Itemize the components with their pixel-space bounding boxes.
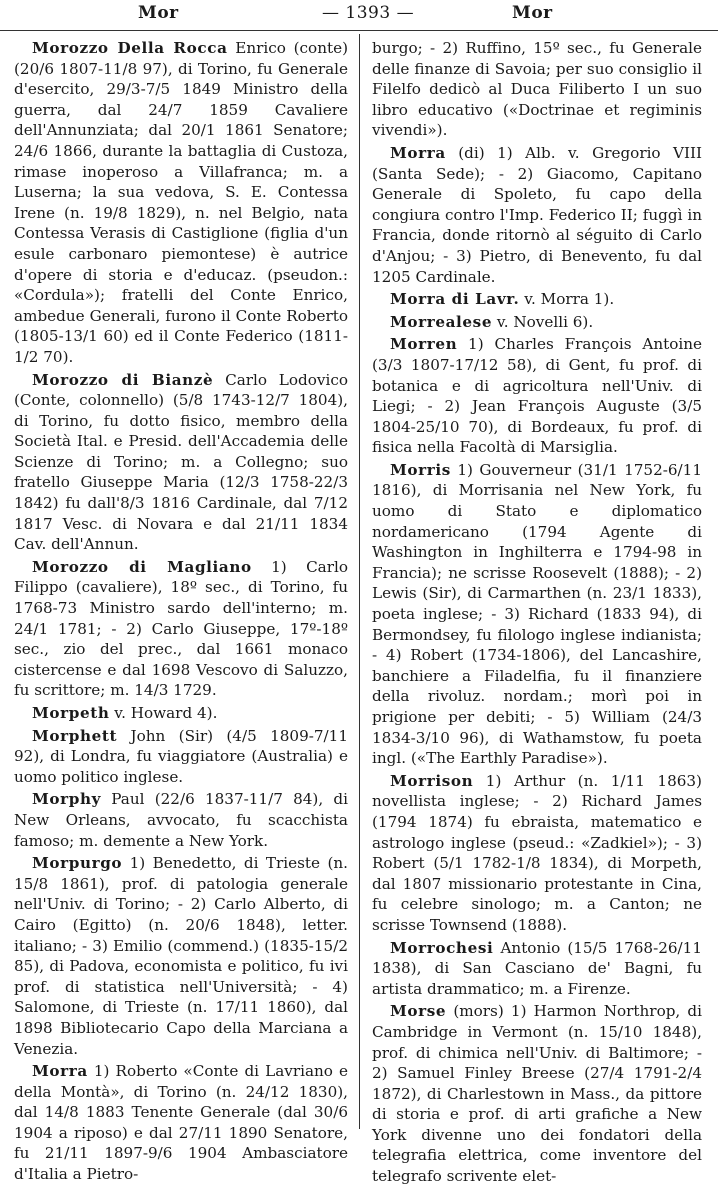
- dictionary-entry: [372, 143, 702, 287]
- entry-text: 1) Arthur (n. 1/11 1863) novellista inglese; - 2) Richard James (1794 1874) fu ebraista, matematico e astrologo inglese (pseud.: «Zadkiel»); - 3) Robert (5/1 1782-1/8 1834), di Morpeth, dal 1807 missionario protestante in Cina, fu celebre sinologo; m. a Canton; ne scrisse Townsend (1888).: [372, 771, 702, 934]
- left-column: [14, 38, 348, 1184]
- entry-text: 1) Charles François Antoine (3/3 1807-17/12 58), di Gent, fu prof. di botanica e di agricoltura nell'Univ. di Liegi; - 2) Jean François Auguste (3/5 1804-25/10 70), di Bordeaux, fu prof. di fisica nella Facoltà di Marsiglia.: [372, 335, 702, 457]
- dictionary-entry: [14, 853, 348, 1059]
- dictionary-entry: [372, 460, 702, 769]
- entry-headword: Morren: [390, 335, 458, 354]
- entry-headword: Morozzo di Magliano: [32, 557, 252, 576]
- entry-text: Paul (22/6 1837-11/7 84), di New Orleans, avvocato, fu scacchista famoso; m. demente a New York.: [14, 790, 348, 850]
- entry-headword: Morrealese: [390, 312, 493, 331]
- entry-text: v. Morra 1).: [519, 290, 615, 309]
- page-number: — 1393 —: [322, 3, 415, 23]
- entry-headword: Morpurgo: [32, 854, 123, 873]
- entry-headword: Morrison: [390, 771, 474, 790]
- dictionary-entry: [14, 38, 348, 368]
- entry-headword: Morpeth: [32, 704, 110, 722]
- dictionary-entry: [14, 1061, 348, 1185]
- entry-headword: Morozzo Della Rocca: [32, 39, 228, 57]
- entry-text: 1) Benedetto, di Trieste (n. 15/8 1861), prof. di patologia generale nell'Univ. di Torino; - 2) Carlo Alberto, di Cairo (Egitto) (n. 20/6 1848), letter. italiano; - 3) Emilio (commend.) (1835-15/2 85), di Padova, economista e politico, fu ivi prof. di statistica nell'Università; - 4) Salomone, di Trieste (n. 17/11 1860), dal 1898 Bibliotecario Capo della Marciana a Venezia.: [14, 854, 348, 1058]
- dictionary-entry: [372, 938, 702, 1000]
- entry-text: 1) Carlo Filippo (cavaliere), 18º sec., di Torino, fu 1768-73 Ministro sardo dell'interno; m. 24/1 1781; - 2) Carlo Giuseppe, 17º-18º sec., zio del prec., dal 1661 monaco cistercense e dal 1698 Vescovo di Saluzzo, fu scrittore; m. 14/3 1729.: [14, 557, 348, 700]
- dictionary-entry: [14, 557, 348, 701]
- entry-text: v. Novelli 6).: [492, 312, 594, 331]
- right-column: [372, 38, 702, 1186]
- entry-text: (mors) 1) Harmon Northrop, di Cambridge in Vermont (n. 15/10 1848), prof. di chimica nell'Univ. di Baltimore; - 2) Samuel Finley Breese (27/4 1791-2/4 1872), di Charlestown in Mass., da pittore di storia e prof. di arti grafiche a New York divenne uno dei fondatori della telegrafia elettrica, come inventore del telegrafo scrivente elet-: [372, 1002, 702, 1186]
- entry-text: v. Howard 4).: [109, 704, 218, 722]
- entry-headword: Morra: [390, 143, 446, 162]
- entry-headword: Morozzo di Bianzè: [32, 370, 214, 389]
- dictionary-entry: [372, 312, 702, 333]
- dictionary-entry: [372, 1001, 702, 1186]
- entry-text: burgo; - 2) Ruffino, 15º sec., fu Generale delle finanze di Savoia; per suo consiglio il Filelfo dedicò al Duca Filiberto I un suo libro educativo («Doctrinae et regiminis vivendi»).: [372, 39, 702, 140]
- entry-text: 1) Roberto «Conte di Lavriano e della Montà», di Torino (n. 24/12 1830), dal 14/8 1883 Tenente Generale (dal 30/6 1904 a riposo) e dal 27/11 1890 Senatore, fu 21/11 1897-9/6 1904 Ambasciatore d'Italia a Pietro-: [14, 1062, 348, 1184]
- entry-headword: Morra di Lavr.: [390, 290, 520, 309]
- dictionary-entry: [372, 771, 702, 936]
- running-head-right: Mor: [512, 3, 553, 23]
- entry-headword: Morphett: [32, 726, 118, 745]
- entry-text: Carlo Lodovico (Conte, colonnello) (5/8 1743-12/7 1804), di Torino, fu dotto fisico, membro della Società Ital. e Presid. dell'Accademia delle Scienze di Torino; m. a Collegno; suo fratello Giuseppe Maria (12/3 1758-22/3 1842) fu dall'8/3 1816 Cardinale, dal 7/12 1817 Vesc. di Novara e dal 21/11 1834 Cav. dell'Annun.: [14, 370, 348, 554]
- entry-text: Enrico (conte) (20/6 1807-11/8 97), di Torino, fu Generale d'esercito, 29/3-7/5 1849 Ministro della guerra, dal 24/7 1859 Cavaliere dell'Annunziata; dal 20/1 1861 Senatore; 24/6 1866, durante la battaglia di Custoza, rimase inoperoso a Villafranca; m. a Luserna; la sua vedova, S. E. Contessa Irene (n. 19/8 1829), n. nel Belgio, nata Contessa Verasis di Castiglione (figlia d'un esule carbonaro piemontese) è autrice d'opere di storia e d'educaz. (pseudon.: «Cordula»); fratelli del Conte Enrico, ambedue Generali, furono il Conte Roberto (1805-13/1 60) ed il Conte Federico (1811-1/2 70).: [14, 39, 348, 366]
- column-divider: [359, 34, 360, 1129]
- entry-headword: Morra: [32, 1062, 88, 1081]
- entry-headword: Morphy: [32, 790, 102, 809]
- dictionary-entry: [372, 334, 702, 458]
- entry-text: John (Sir) (4/5 1809-7/11 92), di Londra, fu viaggiatore (Australia) e uomo politico inglese.: [14, 726, 348, 786]
- entry-headword: Morris: [390, 460, 451, 479]
- dictionary-entry: [14, 703, 348, 724]
- entry-text: (di) 1) Alb. v. Gregorio VIII (Santa Sede); - 2) Giacomo, Capitano Generale di Spoleto, fu capo della congiura contro l'Imp. Federico II; fuggì in Francia, donde ritornò al séguito di Carlo d'Anjou; - 3) Pietro, di Benevento, fu dal 1205 Cardinale.: [372, 143, 702, 286]
- dictionary-entry: [14, 789, 348, 851]
- entry-headword: Morrochesi: [390, 938, 494, 957]
- dictionary-entry: [14, 726, 348, 788]
- entry-text: Antonio (15/5 1768-26/11 1838), di San Casciano de' Bagni, fu artista drammatico; m. a Firenze.: [372, 938, 702, 998]
- running-head-left: Mor: [138, 3, 179, 23]
- entry-text: 1) Gouverneur (31/1 1752-6/11 1816), di Morrisania nel New York, fu uomo di Stato e diplomatico nordamericano (1794 Agente di Washington in Inghilterra e 1794-98 in Francia); ne scrisse Roosevelt (1888); - 2) Lewis (Sir), di Carmarthen (n. 23/1 1833), poeta inglese; - 3) Richard (1833 94), di Bermondsey, fu filologo inglese indianista; - 4) Robert (1734-1806), del Lancashire, banchiere a Filadelfia, fu il finanziere della rivoluz. nordam.; morì poi in prigione per debiti; - 5) William (24/3 1834-3/10 96), di Wathamstow, fu poeta ingl. («The Earthly Paradise»).: [372, 460, 702, 768]
- dictionary-entry: [372, 289, 702, 310]
- entry-headword: Morse: [390, 1002, 447, 1021]
- dictionary-entry: [14, 370, 348, 555]
- page-header: [0, 0, 718, 31]
- dictionary-entry-continued: [372, 38, 702, 141]
